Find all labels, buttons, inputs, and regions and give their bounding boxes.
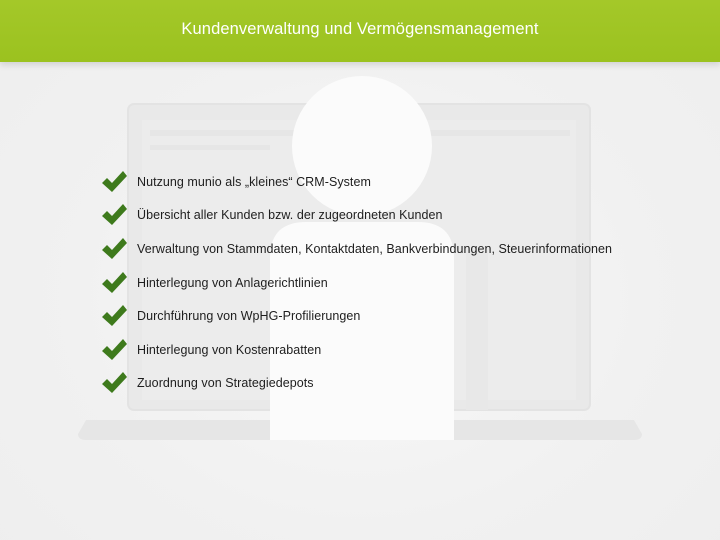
- checkmark-icon: [100, 303, 128, 329]
- title-bar: [0, 0, 720, 62]
- bullet-list: [100, 165, 612, 400]
- list-item-text: Zuordnung von Strategiedepots: [137, 376, 314, 391]
- list-item-text: Durchführung von WpHG-Profilierungen: [137, 309, 361, 324]
- list-item: [100, 333, 612, 367]
- checkmark-icon: [100, 270, 128, 296]
- list-item-text: Hinterlegung von Kostenrabatten: [137, 342, 322, 357]
- list-item: [100, 266, 612, 300]
- list-item-text: Hinterlegung von Anlagerichtlinien: [137, 275, 328, 290]
- slide-title: Kundenverwaltung und Vermögensmanagement: [181, 19, 539, 38]
- checkmark-icon: [100, 370, 128, 396]
- list-item: [100, 299, 612, 333]
- list-item-text: Verwaltung von Stammdaten, Kontaktdaten, Bankverbindungen, Steuerinformationen: [137, 241, 613, 256]
- checkmark-icon: [100, 236, 128, 262]
- list-item: [100, 232, 612, 266]
- checkmark-icon: [100, 169, 128, 195]
- checkmark-icon: [100, 202, 128, 228]
- list-item: [100, 165, 612, 199]
- list-item-text: Nutzung munio als „kleines“ CRM-System: [137, 174, 371, 189]
- checkmark-icon: [100, 337, 128, 363]
- list-item-text: Übersicht aller Kunden bzw. der zugeordneten Kunden: [137, 208, 443, 223]
- list-item: [100, 199, 612, 233]
- list-item: [100, 367, 612, 401]
